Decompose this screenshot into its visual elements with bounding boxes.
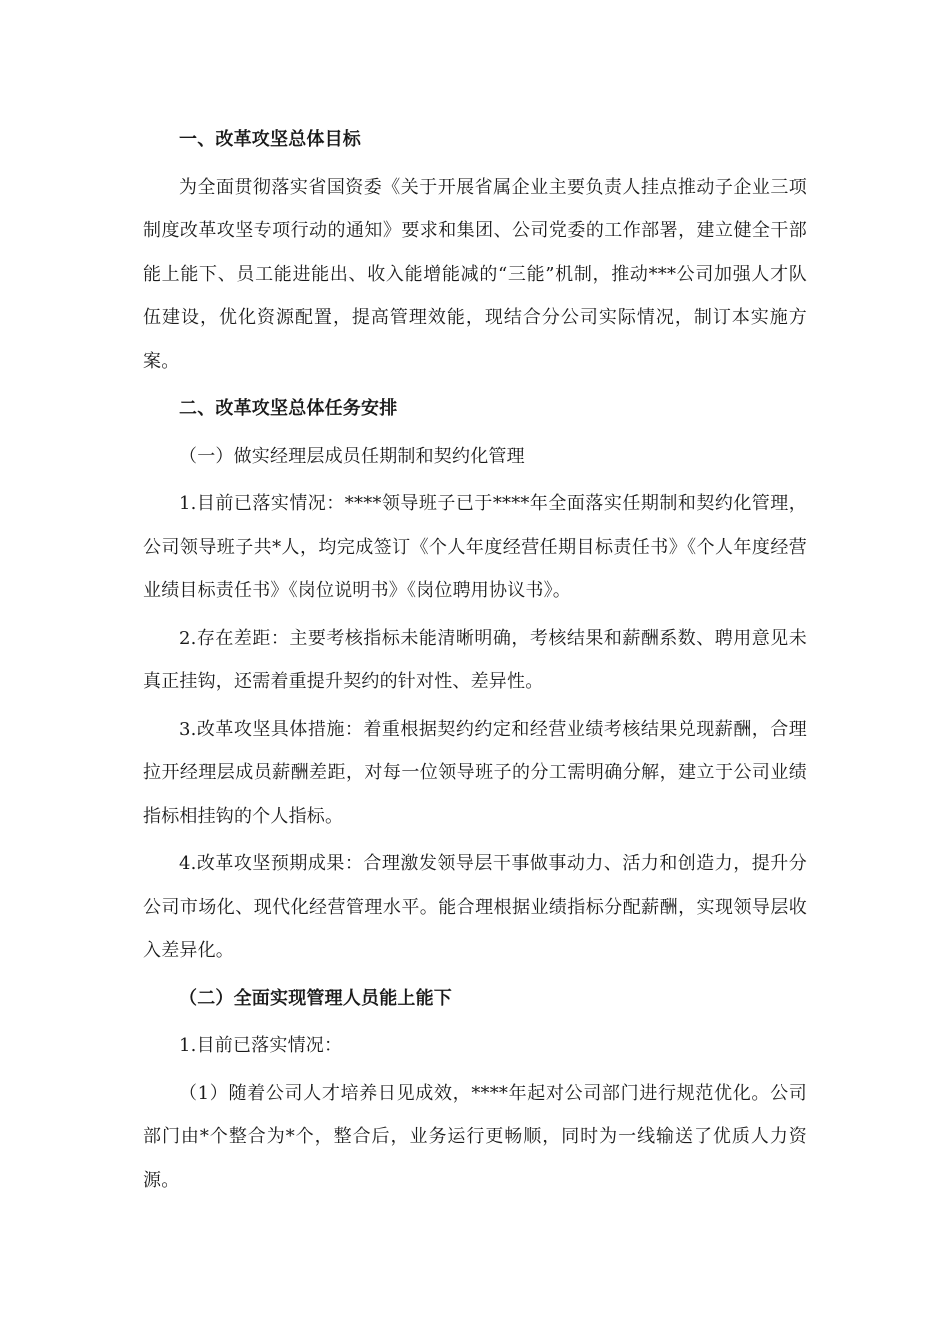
- subsection-heading-tenure: （一）做实经理层成员任期制和契约化管理: [179, 445, 525, 467]
- paragraph-goals: 为全面贯彻落实省国资委《关于开展省属企业主要负责人挂点推动子企业三项制度改革攻坚专项行动的通知》要求和集团、公司党委的工作部署，建立健全干部能上能下、员工能进能出、收入能增能减的“三能”机制，推动***公司加强人才队伍建设，优化资源配置，提高管理效能，现结合分公司实际情况，制订本实施方案。: [143, 176, 807, 372]
- list-item-expected-results: 4.改革攻坚预期成果：合理激发领导层干事做事动力、活力和创造力，提升分公司市场化、现代化经营管理水平。能合理根据业绩指标分配薪酬，实现领导层收入差异化。: [143, 853, 807, 961]
- subsection-heading-management: （二）全面实现管理人员能上能下: [179, 987, 452, 1009]
- document-body: [143, 118, 807, 1206]
- section-heading-tasks: 二、改革攻坚总体任务安排: [179, 398, 398, 419]
- list-item-department-optimization: （1）随着公司人才培养日见成效，****年起对公司部门进行规范优化。公司部门由*个整合为*个，整合后，业务运行更畅顺，同时为一线输送了优质人力资源。: [143, 1082, 807, 1191]
- section-heading-goals: 一、改革攻坚总体目标: [179, 129, 361, 150]
- list-item-measures: 3.改革攻坚具体措施：着重根据契约约定和经营业绩考核结果兑现薪酬，合理拉开经理层成员薪酬差距，对每一位领导班子的分工需明确分解，建立于公司业绩指标相挂钩的个人指标。: [143, 718, 807, 827]
- list-item-current-status: 1.目前已落实情况：****领导班子已于****年全面落实任期制和契约化管理，公司领导班子共*人，均完成签订《个人年度经营任期目标责任书》《个人年度经营业绩目标责任书》《岗位说明书》《岗位聘用协议书》。: [143, 493, 807, 601]
- list-item-gaps: 2.存在差距：主要考核指标未能清晰明确，考核结果和薪酬系数、聘用意见未真正挂钩，还需着重提升契约的针对性、差异性。: [143, 627, 807, 692]
- list-item-current-status-2: 1.目前已落实情况：: [179, 1035, 343, 1056]
